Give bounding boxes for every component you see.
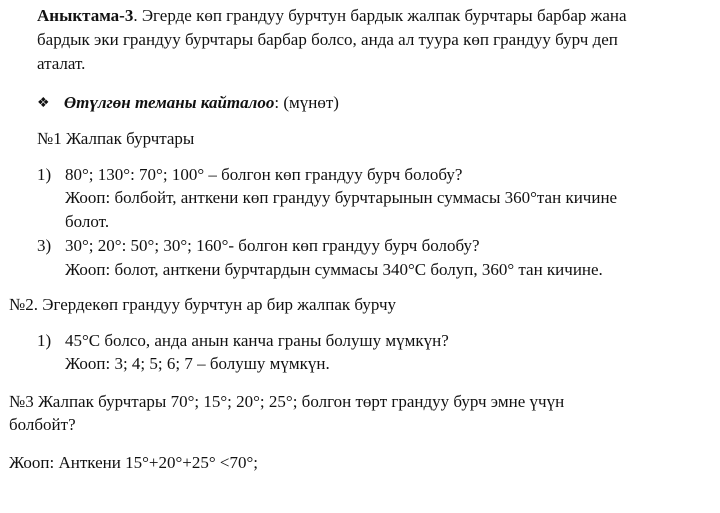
item-answer: Жооп: болот, анткени бурчтардын суммасы 340°С болуп, 360° тан кичине. [65,260,603,279]
section3-line-1: №3 Жалпак бурчтары 70°; 15°; 20°; 25°; болгон төрт грандуу бурч эмне үчүн [9,392,565,411]
section3-line-2: болбойт? [9,415,76,434]
item-answer: болот. [65,212,110,231]
definition-title: Аныктама-3 [37,6,134,25]
review-rest: : (мүнөт) [274,93,339,112]
section1-title: №1 Жалпак бурчтары [37,129,195,148]
item-answer: Жооп: 3; 4; 5; 6; 7 – болушу мүмкүн. [65,354,330,373]
review-title: Өтүлгөн теманы кайталоо [63,93,275,112]
definition-text: . Эгерде көп грандуу бурчтун бардык жалпак бурчтары барбар жана [133,6,627,25]
item-question: 30°; 20°: 50°; 30°; 160°- болгон көп грандуу бурч болобу? [65,236,480,255]
item-number: 1) [37,165,52,184]
diamond-bullet-icon: ❖ [37,96,50,111]
item-number: 1) [37,331,52,350]
review-heading [37,92,339,116]
definition-line-1 [37,5,627,27]
final-answer: Жооп: Анткени 15°+20°+25° <70°; [9,453,258,472]
item-answer: Жооп: болбойт, анткени көп грандуу бурчтарынын суммасы 360°тан кичине [65,188,618,207]
section2-title: №2. Эгердекөп грандуу бурчтун ар бир жалпак бурчу [9,295,397,314]
definition-line-2: бардык эки грандуу бурчтары барбар болсо, анда ал туура көп грандуу бурч деп [37,30,618,49]
item-question: 80°; 130°: 70°; 100° – болгон көп грандуу бурч болобу? [65,165,463,184]
item-question: 45°С болсо, анда анын канча граны болушу мүмкүн? [65,331,449,350]
item-number: 3) [37,236,52,255]
definition-line-3: аталат. [37,54,86,73]
